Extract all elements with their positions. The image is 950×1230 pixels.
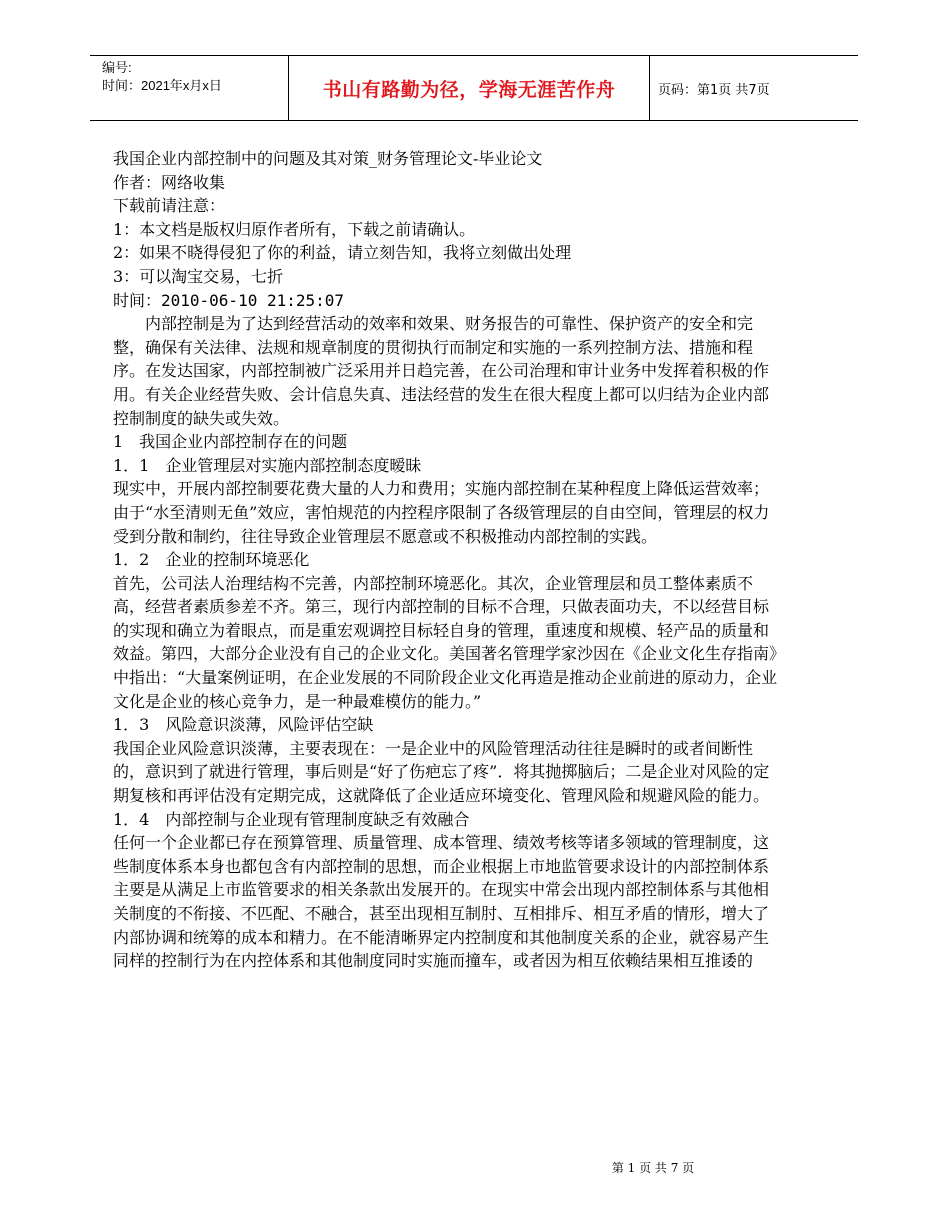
notice-heading: 下载前请注意： bbox=[113, 196, 226, 216]
subsection-heading: 1．3 风险意识淡薄，风险评估空缺 bbox=[113, 715, 374, 735]
header-motto: 书山有路勤为径，学海无涯苦作舟 bbox=[322, 78, 616, 101]
document-time-label: 时间：2021年x月x日 bbox=[102, 78, 222, 93]
notice-item: 1：本文档是版权归原作者所有，下载之前请确认。 bbox=[113, 219, 476, 239]
intro-paragraph: 内部控制是为了达到经营活动的效率和效果、财务报告的可靠性、保护资产的安全和完整，确保有关法律、法规和规章制度的贯彻执行而制定和实施的一系列控制方法、措施和程序。在发达国家，内部控制被广泛采用并日趋完善，在公司治理和审计业务中发挥着积极的作用。有关企业经营失败、会计信息失真、违法经营的发生在很大程度上都可以归结为企业内部控制制度的缺失或失效。 bbox=[113, 314, 770, 428]
document-number-label: 编号: bbox=[102, 60, 132, 75]
subsection-heading: 1．1 企业管理层对实施内部控制态度暧昧 bbox=[113, 455, 422, 475]
notice-item: 2：如果不晓得侵犯了你的利益，请立刻告知，我将立刻做出处理 bbox=[113, 243, 572, 263]
subsection-heading: 1．4 内部控制与企业现有管理制度缺乏有效融合 bbox=[113, 809, 470, 829]
page-footer: 第 1 页 共 7 页 bbox=[611, 1161, 695, 1175]
page-header bbox=[90, 55, 858, 121]
section-heading: 1 我国企业内部控制存在的问题 bbox=[113, 432, 348, 452]
header-meta bbox=[90, 56, 288, 120]
article-timestamp: 时间：2010-06-10 21:25:07 bbox=[113, 290, 345, 310]
subsection-heading: 1．2 企业的控制环境恶化 bbox=[113, 550, 310, 570]
header-page-info: 页码：第1页 共7页 bbox=[658, 82, 770, 98]
body-paragraph: 现实中，开展内部控制要花费大量的人力和费用；实施内部控制在某种程度上降低运营效率；由于“水至清则无鱼”效应，害怕规范的内控程序限制了各级管理层的自由空间，管理层的权力受到分散和制约，往往导致企业管理层不愿意或不积极推动内部控制的实践。 bbox=[113, 479, 770, 546]
body-paragraph: 首先，公司法人治理结构不完善，内部控制环境恶化。其次，企业管理层和员工整体素质不高，经营者素质参差不齐。第三，现行内部控制的目标不合理，只做表面功夫，不以经营目标的实现和确立为着眼点，而是重宏观调控目标轻自身的管理，重速度和规模、轻产品的质量和效益。第四，大部分企业没有自己的企业文化。美国著名管理学家沙因在《企业文化生存指南》中指出：“大量案例证明，在企业发展的不同阶段企业文化再造是推动企业前进的原动力，企业文化是企业的核心竞争力，是一种最难模仿的能力。” bbox=[113, 573, 778, 711]
body-paragraph: 任何一个企业都已存在预算管理、质量管理、成本管理、绩效考核等诸多领域的管理制度，这些制度体系本身也都包含有内部控制的思想，而企业根据上市地监管要求设计的内部控制体系主要是从满足上市监管要求的相关条款出发展开的。在现实中常会出现内部控制体系与其他相关制度的不衔接、不匹配、不融合，甚至出现相互制肘、互相排斥、相互矛盾的情形，增大了内部协调和统筹的成本和精力。在不能清晰界定内控制度和其他制度关系的企业，就容易产生同样的控制行为在内控体系和其他制度同时实施而撞车，或者因为相互依赖结果相互推诿的 bbox=[113, 833, 770, 971]
article-body bbox=[113, 147, 778, 973]
article-author: 作者：网络收集 bbox=[113, 172, 226, 192]
header-motto-cell bbox=[288, 56, 650, 120]
body-paragraph: 我国企业风险意识淡薄，主要表现在：一是企业中的风险管理活动往往是瞬时的或者间断性的，意识到了就进行管理，事后则是“好了伤疤忘了疼”．将其抛掷脑后；二是企业对风险的定期复核和再评估没有定期完成，这就降低了企业适应环境变化、管理风险和规避风险的能力。 bbox=[113, 738, 770, 806]
article-title: 我国企业内部控制中的问题及其对策_财务管理论文-毕业论文 bbox=[113, 149, 543, 168]
notice-item: 3：可以淘宝交易，七折 bbox=[113, 266, 284, 286]
